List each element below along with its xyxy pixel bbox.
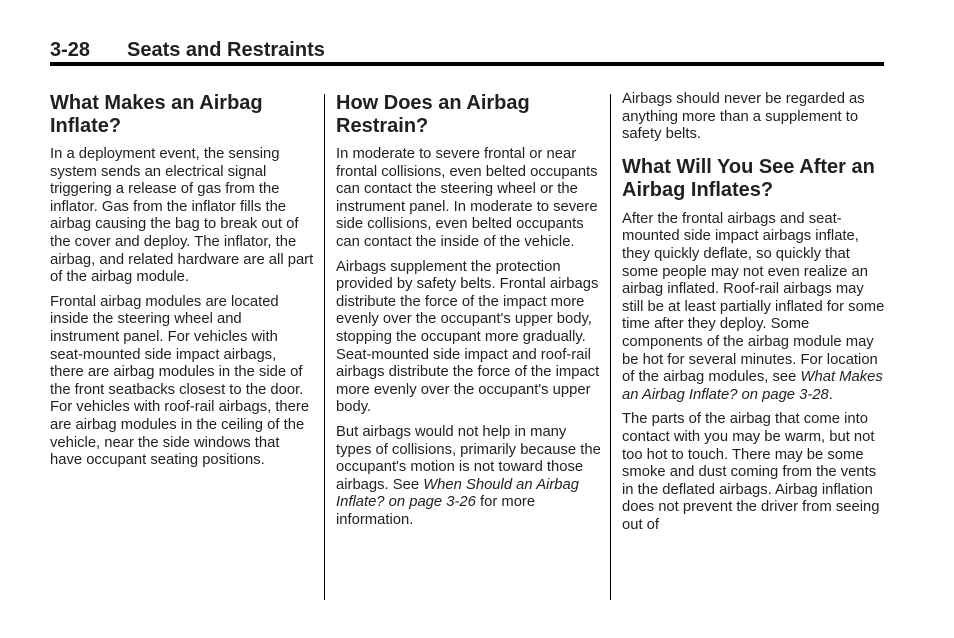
column-after-inflation [622, 91, 886, 541]
paragraph-text: for more information. [336, 494, 536, 528]
page-number: 3-28 [50, 39, 91, 61]
body-paragraph: Airbags supplement the protection provided by safety belts. Frontal airbags distribute the force of the impact more evenly over the occupant's upper body, stopping the occupant more gradually. Seat-mounted side impact and roof-rail airbags distribute the force of the impact more evenly over the occupant's upper body. [336, 258, 600, 416]
section-title: Seats and Restraints [127, 39, 325, 61]
body-paragraph: In a deployment event, the sensing system sends an electrical signal triggering a release of gas from the inflator. Gas from the inflator fills the airbag causing the bag to break out of the cover and deploy. The inflator, the airbag, and related hardware are all part of the airbag module. [50, 146, 314, 286]
header-rule [50, 62, 884, 66]
cross-reference-link[interactable]: What Makes an Airbag Inflate? on page 3-28 [622, 369, 883, 403]
page-header [50, 38, 884, 62]
body-paragraph: Frontal airbag modules are located inside the steering wheel and instrument panel. For vehicles with seat-mounted side impact airbags, there are airbag modules in the side of the front seatbacks closest to the door. For vehicles with roof-rail airbags, there are airbag modules in the ceiling of the vehicle, near the side windows that have occupant seating positions. [50, 293, 310, 469]
column-divider [610, 94, 611, 600]
paragraph-text: After the frontal airbags and seat-mounted side impact airbags inflate, they quickly deflate, so quickly that some people may not even realize an airbag inflated. Roof-rail airbags may still be at least partially inflated for some time after they deploy. Some components of the airbag module may be hot for several minutes. For location of the airbag modules, see [622, 210, 885, 386]
column-airbag-inflate [50, 88, 314, 477]
paragraph-text: But airbags would not help in many types of collisions, primarily because the occupant's motion is not toward those airbags. See [336, 423, 601, 493]
body-paragraph: The parts of the airbag that come into contact with you may be warm, but not too hot to touch. There may be some smoke and dust coming from the vents in the deflated airbags. Airbag inflation does not prevent the driver from seeing out of [622, 411, 880, 533]
column-divider [324, 94, 325, 600]
body-paragraph: In moderate to severe frontal or near frontal collisions, even belted occupants can contact the steering wheel or the instrument panel. In moderate to severe side collisions, even belted occupants can contact the inside of the vehicle. [336, 146, 598, 250]
section-heading: What Makes an Airbag Inflate? [50, 92, 263, 137]
cross-reference-link[interactable]: When Should an Airbag Inflate? on page 3-26 [336, 476, 579, 511]
intro-paragraph: Airbags should never be regarded as anything more than a supplement to safety belts. [622, 91, 865, 143]
column-airbag-restrain [336, 88, 602, 536]
section-heading: What Will You See After an Airbag Inflates? [622, 155, 875, 201]
paragraph-text: . [828, 386, 833, 403]
body-paragraph [336, 424, 602, 530]
body-paragraph [622, 211, 886, 405]
section-heading: How Does an Airbag Restrain? [336, 92, 530, 137]
